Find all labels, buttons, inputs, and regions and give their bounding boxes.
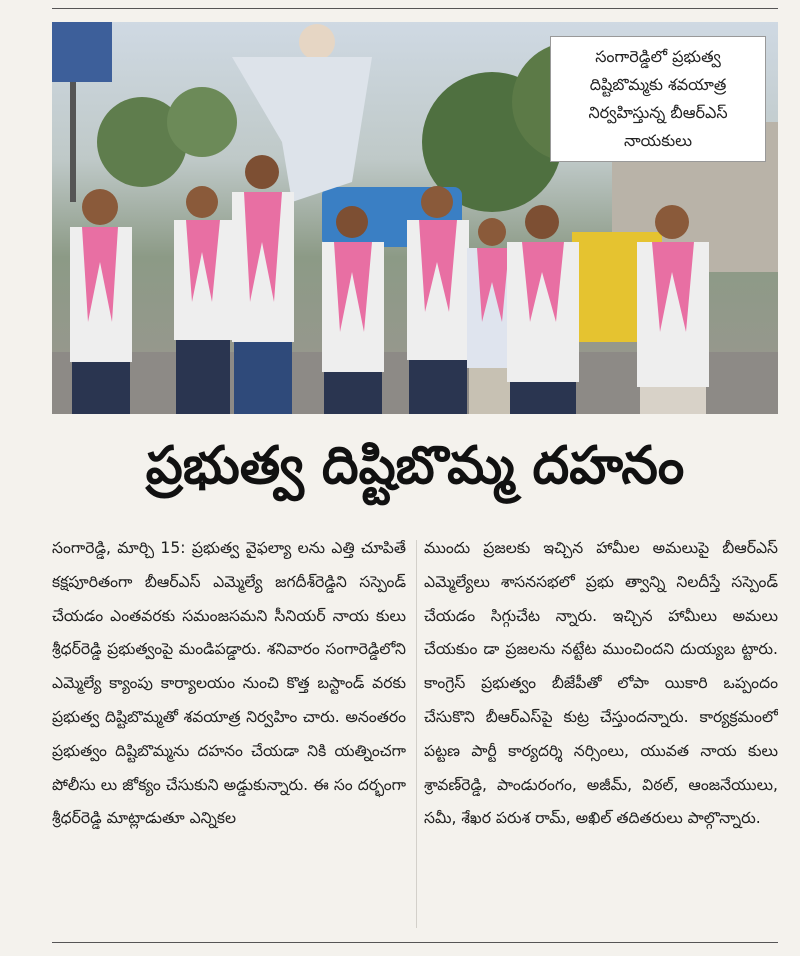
signboard — [52, 22, 112, 82]
article-paragraph: ముందు ప్రజలకు ఇచ్చిన హామీల అమలుపై బీఆర్ఎస్ ఎమ్మెల్యేలు శాసనసభలో ప్రభు త్వాన్ని నిలదీస్తే సస్పెండ్ చేయడం సిగ్గుచేట న్నారు. ఇచ్చిన హామీలు అమలు చేయకుం డా ప్రజలను నట్టేట ముంచిందని దుయ్యబ ట్టారు. కాంగ్రెస్ ప్రభుత్వం బీజేపీతో లోపా యికారి ఒప్పందం చేసుకొని బీఆర్ఎస్‌పై కుట్ర చేస్తుందన్నారు. కార్యక్రమంలో పట్టణ పార్టీ కార్యదర్శి నర్సింలు, యువత నాయ కులు శ్రావణ్‌రెడ్డి, పాండురంగం, అజీమ్, విఠల్, ఆంజనేయులు, సమీ, శేఖర పరుశ రామ్, అఖిల్ తదితరులు పాల్గొన్నారు. — [424, 539, 778, 828]
bottom-rule — [52, 942, 778, 943]
tree-left-2 — [167, 87, 237, 157]
photo-caption — [550, 36, 766, 162]
article-body — [52, 532, 778, 934]
caption-line: నిర్వహిస్తున్న బీఆర్ఎస్ — [588, 103, 728, 122]
caption-line: నాయకులు — [624, 131, 692, 150]
protester-1 — [70, 189, 132, 414]
protester-5 — [407, 186, 469, 414]
protester-2 — [174, 186, 232, 414]
article-column-1 — [52, 532, 406, 934]
article-column-2 — [424, 532, 778, 934]
news-photo — [52, 22, 778, 414]
protester-7 — [507, 205, 579, 414]
top-rule — [52, 8, 778, 9]
caption-line: దిష్టిబొమ్మకు శవయాత్ర — [589, 75, 727, 94]
article-headline: ప్రభుత్వ దిష్టిబొమ్మ దహనం — [145, 435, 685, 496]
article-paragraph: సంగారెడ్డి, మార్చి 15: ప్రభుత్వ వైఫల్యా లను ఎత్తి చూపితే కక్షపూరితంగా బీఆర్ఎస్ ఎమ్మెల్యే జగదీశ్‌రెడ్డిని సస్పెండ్ చేయడం ఎంతవరకు సమంజసమని సీనియర్ నాయ కులు శ్రీధర్‌రెడ్డి ప్రభుత్వంపై మండిపడ్డారు. శనివారం సంగారెడ్డిలోని ఎమ్మెల్యే క్యాంపు కార్యాలయం నుంచి కొత్త బస్టాండ్ వరకు ప్రభుత్వ దిష్టిబొమ్మతో శవయాత్ర నిర్వహిం చారు. అనంతరం ప్రభుత్వం దిష్టిబొమ్మను దహనం చేయడా నికి యత్నించగా పోలీసు లు జోక్యం చేసుకుని అడ్డుకున్నారు. ఈ సం దర్భంగా శ్రీధర్‌రెడ్డి మాట్లాడుతూ ఎన్నికల — [52, 539, 406, 828]
sign-pole — [70, 82, 76, 202]
effigy-head — [299, 24, 335, 60]
caption-line: సంగారెడ్డిలో ప్రభుత్వ — [595, 47, 721, 66]
protester-3 — [232, 155, 294, 414]
